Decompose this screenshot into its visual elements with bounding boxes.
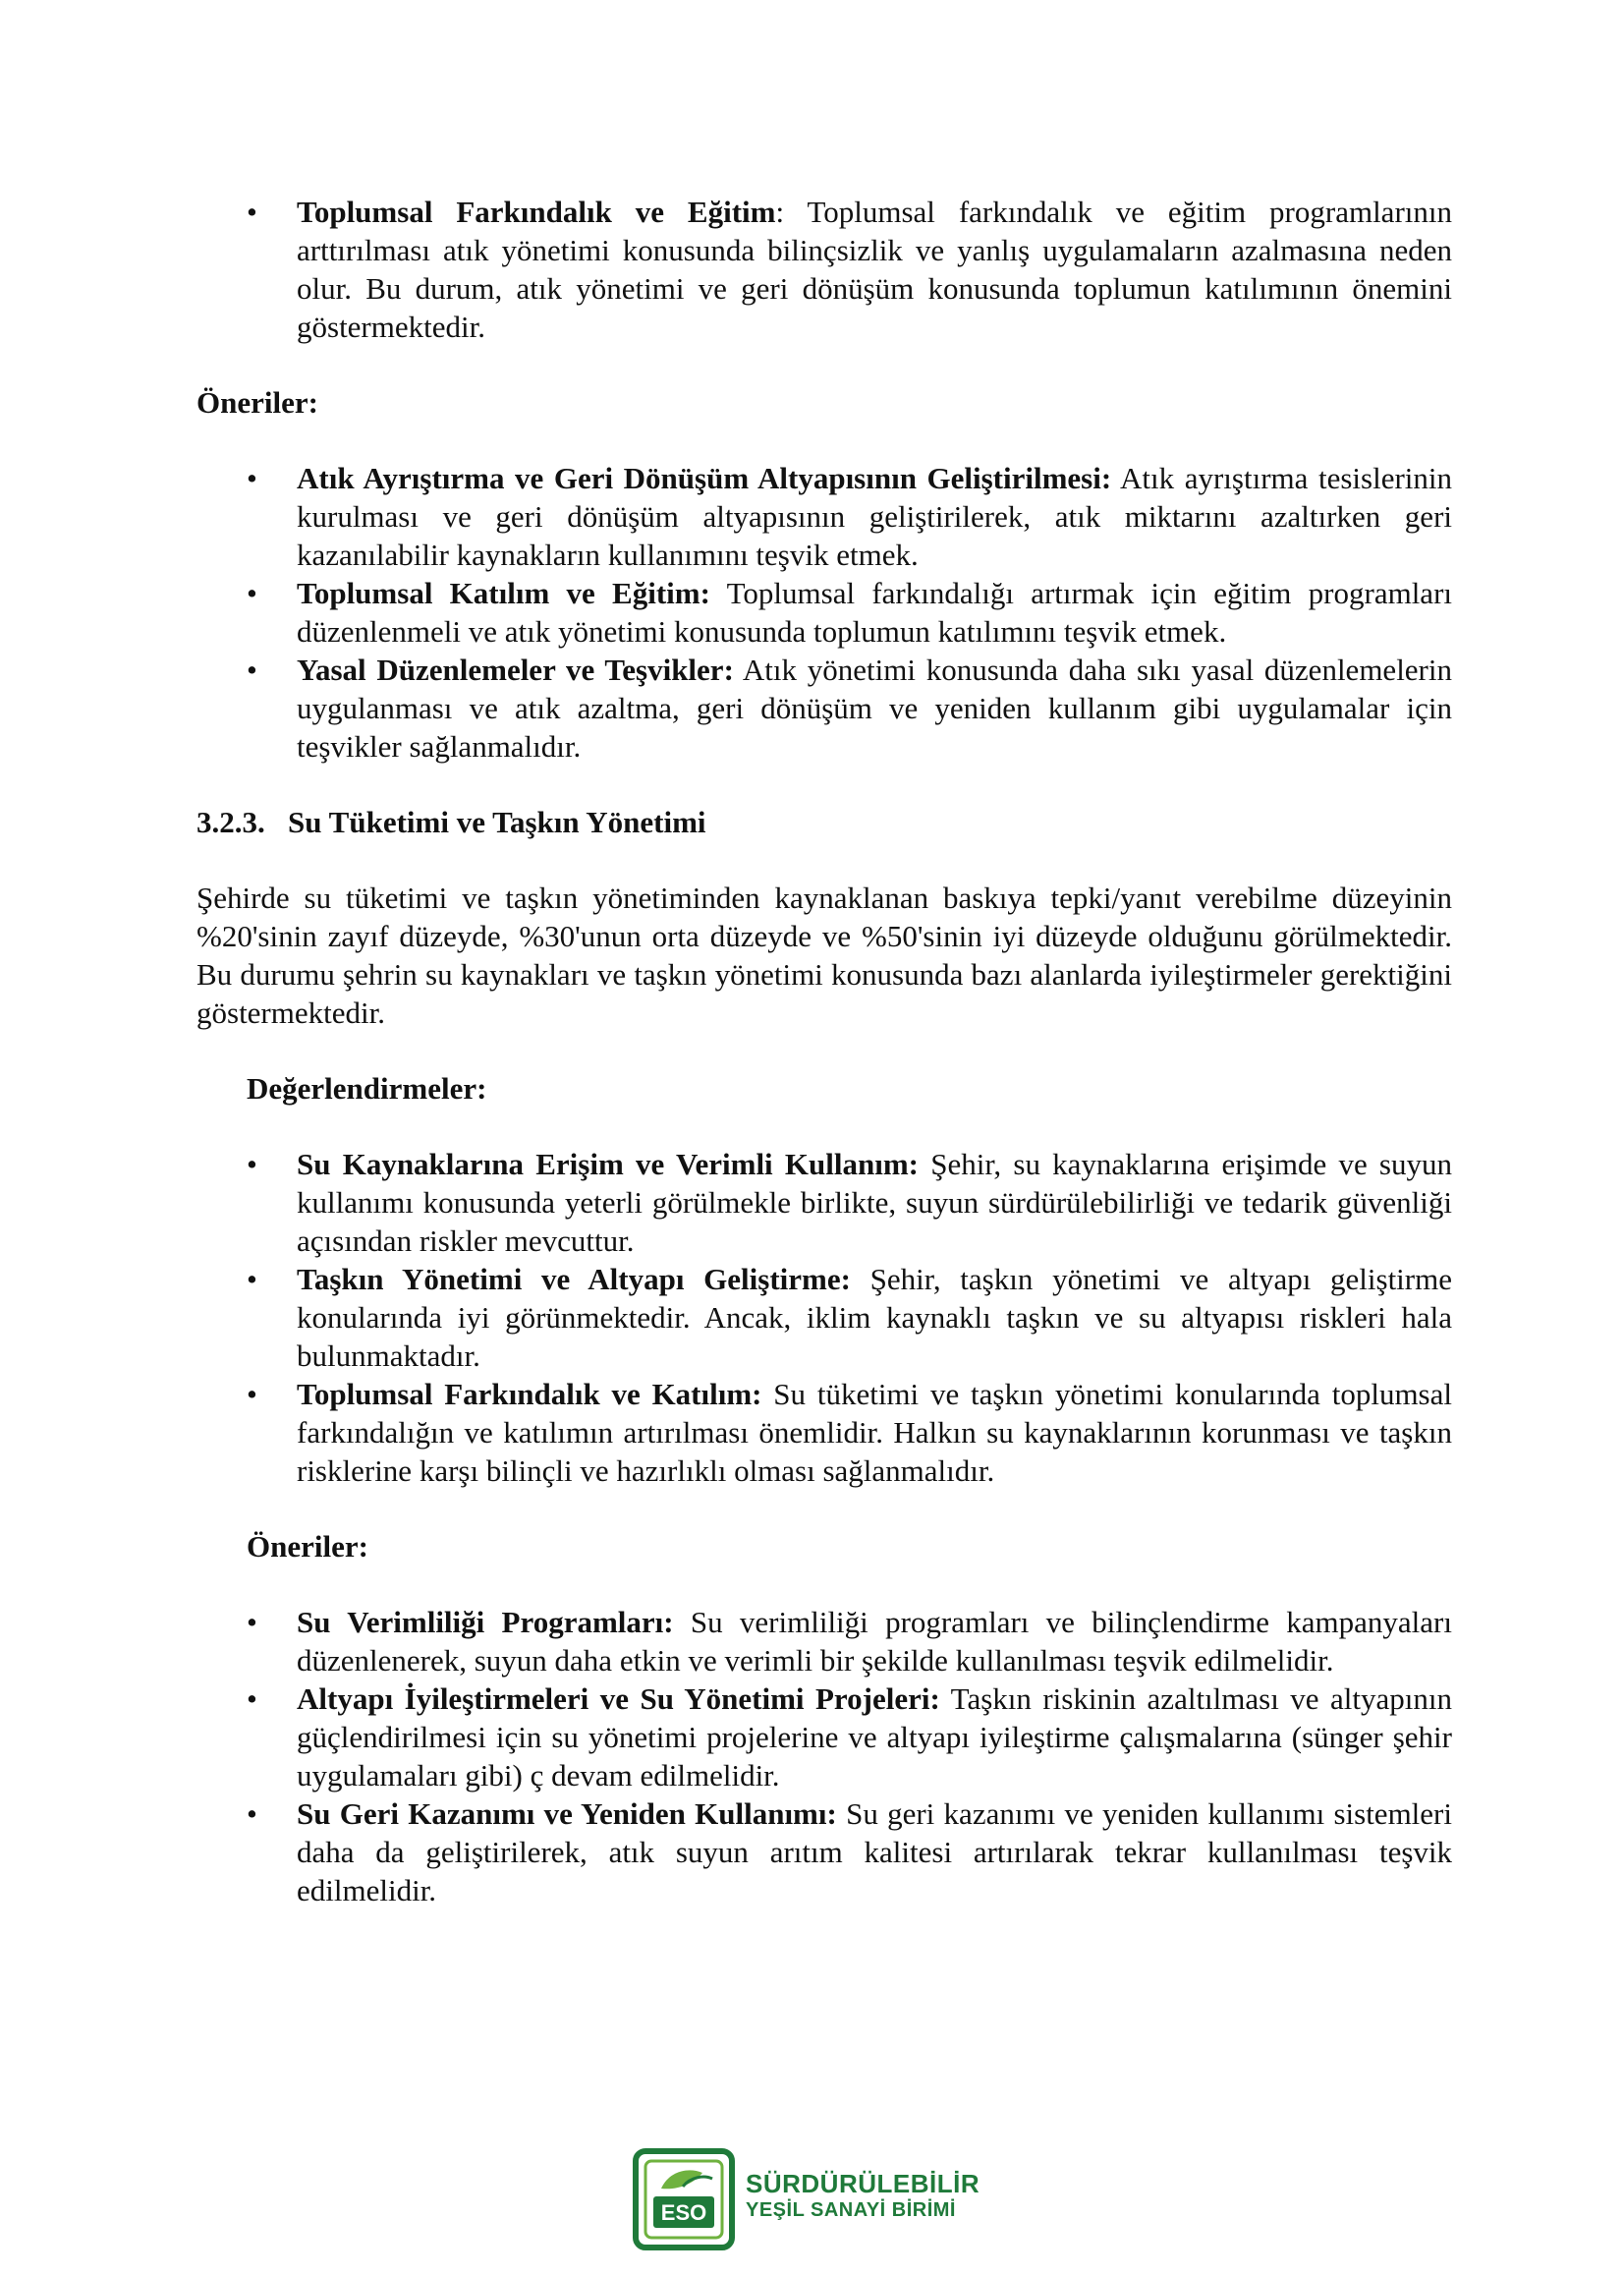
bullet-term: Su Kaynaklarına Erişim ve Verimli Kullanım: (297, 1147, 919, 1181)
bullet-text: Su verimliliği programları ve bilinçlendirme kampanyaları düzenlenerek, suyun daha etkin ve verimli bir şekilde kullanılması teşvik edilmelidir. (297, 1605, 1452, 1678)
list-item (196, 1679, 1452, 1794)
list-item (196, 193, 1452, 346)
list-item (196, 1603, 1452, 1679)
footer-logo (632, 2147, 980, 2251)
bullet-separator: : (775, 195, 808, 229)
section-paragraph: Şehirde su tüketimi ve taşkın yönetiminden kaynaklanan baskıya tepki/yanıt verebilme düzeyinin %20'sinin zayıf düzeyde, %30'unun orta düzeyde ve %50'sinin iyi düzeyde olduğunu görülmektedir. Bu durumu şehrin su kaynakları ve taşkın yönetimi konusunda bazı alanlarda iyileştirmeler gerektiğini göstermektedir. (196, 881, 1452, 1030)
bullet-term: Yasal Düzenlemeler ve Teşvikler: (297, 653, 734, 687)
bullet-text: Atık ayrıştırma tesislerinin kurulması ve geri dönüşüm altyapısının geliştirilerek, atık miktarını azaltırken geri kazanılabilir kaynakların kullanımını teşvik etmek. (297, 461, 1452, 572)
list-item (196, 1375, 1452, 1490)
list-item (196, 1145, 1452, 1260)
list-item (196, 574, 1452, 651)
list-item (196, 459, 1452, 574)
bullet-text: Taşkın riskinin azaltılması ve altyapının güçlendirilmesi için su yönetimi projelerine ve altyapı iyileştirme çalışmalarına (sünger şehir uygulamaları gibi) ç devam edilmelidir. (297, 1681, 1452, 1792)
logo-badge-text: ESO (660, 2200, 707, 2225)
list-item (196, 651, 1452, 766)
bullet-term: Taşkın Yönetimi ve Altyapı Geliştirme: (297, 1262, 851, 1296)
bullet-list-top (196, 193, 1452, 346)
bullet-text: Şehir, su kaynaklarına erişimde ve suyun kullanımı konusunda yeterli görülmekle birlikte, suyun sürdürülebilirliği ve tedarik güvenliği açısından riskler mevcuttur. (297, 1147, 1452, 1258)
bullet-list-oneriler-2 (196, 1603, 1452, 1909)
section-heading-degerlendirmeler: Değerlendirmeler: (247, 1071, 487, 1106)
list-item (196, 1794, 1452, 1909)
bullet-term: Toplumsal Farkındalık ve Katılım: (297, 1377, 762, 1411)
bullet-term: Su Verimliliği Programları: (297, 1605, 674, 1639)
bullet-text: Toplumsal farkındalık ve eğitim programlarının arttırılması atık yönetimi konusunda bilinçsizlik ve yanlış uygulamaların azalmasına neden olur. Bu durum, atık yönetimi ve geri dönüşüm konusunda toplumun katılımının önemini göstermektedir. (297, 195, 1452, 344)
list-item (196, 1260, 1452, 1375)
section-heading-oneriler: Öneriler: (196, 385, 318, 420)
bullet-list-oneriler-1 (196, 459, 1452, 766)
bullet-text: Toplumsal farkındalığı artırmak için eğitim programları düzenlenmeli ve atık yönetimi konusunda toplumun katılımını teşvik etmek. (297, 576, 1453, 649)
section-title-323 (196, 803, 1452, 841)
logo-text (746, 2169, 980, 2222)
logo-line-2: YEŞİL SANAYİ BİRİMİ (746, 2199, 956, 2221)
bullet-text: Su geri kazanımı ve yeniden kullanımı sistemleri daha da geliştirilerek, atık suyun arıtım kalitesi artırılarak tekrar kullanılması teşvik edilmelidir. (297, 1796, 1452, 1907)
bullet-term: Atık Ayrıştırma ve Geri Dönüşüm Altyapısının Geliştirilmesi: (297, 461, 1112, 495)
bullet-term: Su Geri Kazanımı ve Yeniden Kullanımı: (297, 1796, 837, 1831)
bullet-term: Toplumsal Katılım ve Eğitim: (297, 576, 710, 610)
bullet-list-degerlendirmeler (196, 1145, 1452, 1490)
page-content (196, 193, 1452, 1909)
bullet-term: Toplumsal Farkındalık ve Eğitim (297, 195, 776, 229)
bullet-text: Atık yönetimi konusunda daha sıkı yasal düzenlemelerin uygulanması ve atık azaltma, geri dönüşüm ve yeniden kullanım gibi uygulamalar için teşvikler sağlanmalıdır. (297, 653, 1452, 764)
section-title: Su Tüketimi ve Taşkın Yönetimi (288, 805, 706, 839)
bullet-text: Su tüketimi ve taşkın yönetimi konularında toplumsal farkındalığın ve katılımın artırılması önemlidir. Halkın su kaynaklarının korunması ve taşkın risklerine karşı bilinçli ve hazırlıklı olması sağlanmalıdır. (297, 1377, 1452, 1488)
section-heading-oneriler-2: Öneriler: (247, 1529, 368, 1564)
section-number: 3.2.3. (196, 805, 265, 839)
bullet-text: Şehir, taşkın yönetimi ve altyapı geliştirme konularında iyi görünmektedir. Ancak, iklim kaynaklı taşkın ve su altyapısı riskleri hala bulunmaktadır. (297, 1262, 1452, 1373)
bullet-term: Altyapı İyileştirmeleri ve Su Yönetimi Projeleri: (297, 1681, 940, 1716)
eso-logo-icon (632, 2147, 736, 2251)
logo-line-1: SÜRDÜRÜLEBİLİR (746, 2169, 980, 2198)
